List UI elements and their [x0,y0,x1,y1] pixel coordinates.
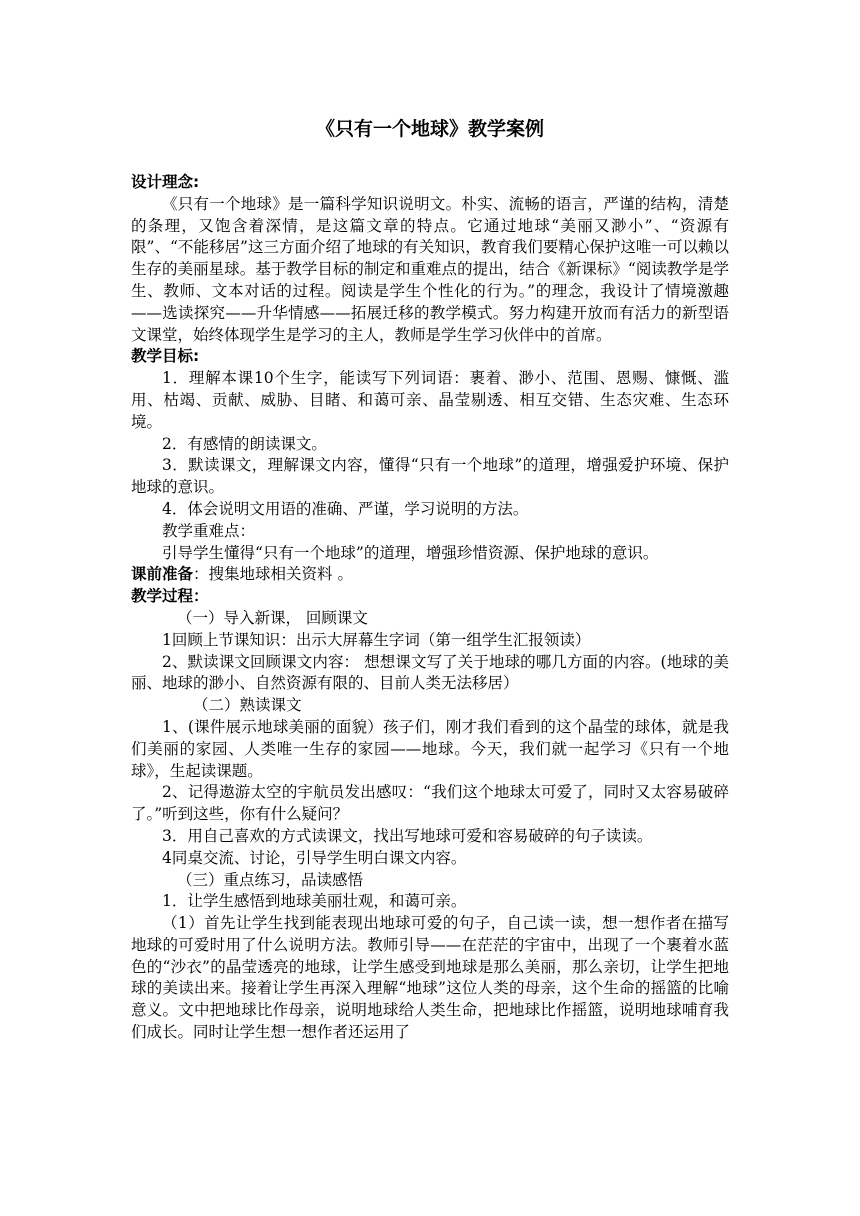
step-item: 4同桌交流、讨论，引导学生明白课文内容。 [162,848,467,867]
prep-text: ：搜集地球相关资料 。 [193,565,353,584]
prep-line [131,564,729,586]
key-points-text: 引导学生懂得“只有一个地球”的道理，增强珍惜资源、保护地球的意识。 [162,543,659,562]
design-concept-paragraph: 《只有一个地球》是一篇科学知识说明文。朴实、流畅的语言，严谨的结构，清楚的条理，又饱含着深情，是这篇文章的特点。它通过地球“美丽又渺小”、“资源有限”、“不能移居”这三方面介绍了地球的有关知识，教育我们要精心保护这唯一可以赖以生存的美丽星球。基于教学目标的制定和重难点的提出，结合《新课标》“阅读教学是学生、教师、文本对话的过程。阅读是学生个性化的行为。”的理念，我设计了情境激趣——选读探究——升华情感——拓展迁移的教学模式。努力构建开放而有活力的新型语文课堂，始终体现学生是学习的主人，教师是学生学习伙伴中的首席。 [131,194,729,344]
step-item: （1）首先让学生找到能表现出地球可爱的句子，自己读一读，想一想作者在描写地球的可爱时用了什么说明方法。教师引导——在茫茫的宇宙中，出现了一个裹着水蓝色的“沙衣”的晶莹透亮的地球，让学生感受到地球是那么美丽，那么亲切，让学生把地球的美读出来。接着让学生再深入理解“地球”这位人类的母亲，这个生命的摇篮的比喻意义。文中把地球比作母亲，说明地球给人类生命，把地球比作摇篮，说明地球哺育我们成长。同时让学生想一想作者还运用了 [131,914,729,1042]
step-item: 1、(课件展示地球美丽的面貌）孩子们，刚才我们看到的这个晶莹的球体，就是我们美丽的家园、人类唯一生存的家园——地球。今天，我们就一起学习《只有一个地球》，生起读课题。 [131,717,729,780]
step-title: （二）熟读课文 [193,696,302,715]
document-title: 《只有一个地球》教学案例 [315,118,544,140]
step-item: 1回顾上节课知识：出示大屏幕生字词（第一组学生汇报领读） [162,630,591,649]
goal-item: 4．体会说明文用语的准确、严谨，学习说明的方法。 [162,499,529,518]
goal-item: 1．理解本课10个生字，能读写下列词语：裹着、渺小、范围、恩赐、慷慨、滥用、枯竭、贡献、威胁、目睹、和蔼可亲、晶莹剔透、相互交错、生态灾难、生态环境。 [131,369,729,431]
process-heading: 教学过程： [131,587,209,606]
step-item: 3．用自己喜欢的方式读课文，找出写地球可爱和容易破碎的句子读读。 [162,826,653,845]
step-title: （一）导入新课， 回顾课文 [177,608,368,627]
key-points-label: 教学重难点： [162,521,256,540]
goals-heading: 教学目标: [131,347,200,366]
step-item: 1．让学生感悟到地球美丽壮观，和蔼可亲。 [162,892,467,911]
prep-heading: 课前准备 [131,565,194,584]
step-item: 2、记得遨游太空的宇航员发出感叹：“我们这个地球太可爱了，同时又太容易破碎了。”听到这些，你有什么疑问？ [131,783,729,824]
step-title: （三）重点练习，品读感悟 [177,870,364,889]
step-item: 2、默读课文回顾课文内容： 想想课文写了关于地球的哪几方面的内容。(地球的美丽、地球的渺小、自然资源有限的、目前人类无法移居） [131,652,729,693]
design-concept-heading: 设计理念: [131,173,200,191]
document-body [131,172,729,1044]
goal-item: 2．有感情的朗读课文。 [162,434,327,453]
goal-item: 3．默读课文，理解课文内容，懂得“只有一个地球”的道理，增强爱护环境、保护地球的意识。 [131,456,729,497]
